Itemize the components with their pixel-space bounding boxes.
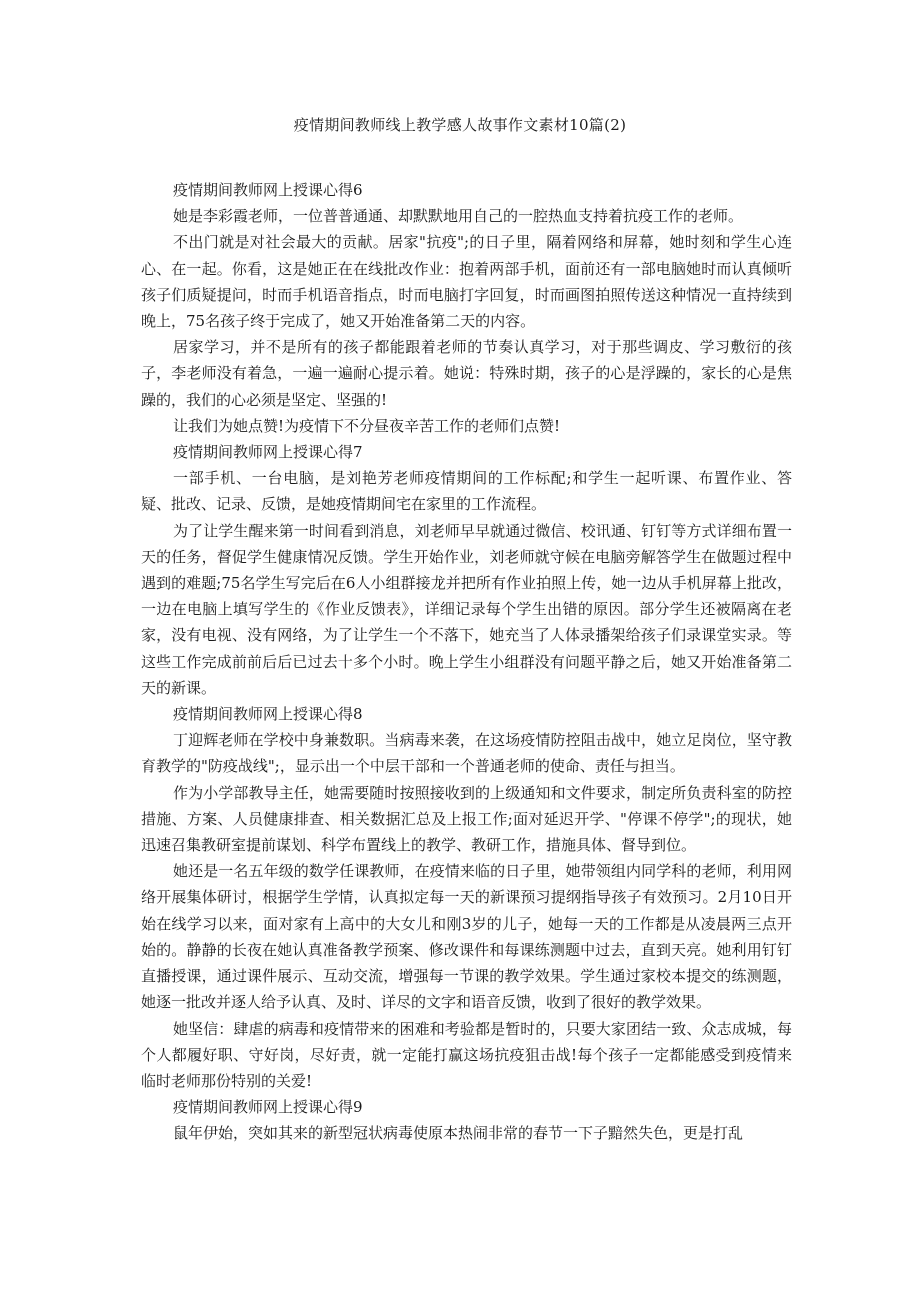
paragraph: 丁迎辉老师在学校中身兼数职。当病毒来袭，在这场疫情防控阻击战中，她立足岗位，坚守教育教学的"防疫战线";，显示出一个中层干部和一个普通老师的使命、责任与担当。: [141, 731, 792, 776]
paragraph: 作为小学部教导主任，她需要随时按照接收到的上级通知和文件要求，制定所负责科室的防控措施、方案、人员健康排查、相关数据汇总及上报工作;面对延迟开学、"停课不停学";的现状，她迅速召集教研室提前谋划、科学布置线上的教学、教研工作，措施具体、督导到位。: [141, 783, 792, 855]
document-title: 疫情期间教师线上教学感人故事作文素材10篇(2): [293, 116, 627, 134]
paragraph: 为了让学生醒来第一时间看到消息，刘老师早早就通过微信、校讯通、钉钉等方式详细布置一天的任务，督促学生健康情况反馈。学生开始作业，刘老师就守候在电脑旁解答学生在做题过程中遇到的难题;75名学生写完后在6人小组群接龙并把所有作业拍照上传，她一边从手机屏幕上批改，一边在电脑上填写学生的《作业反馈表》，详细记录每个学生出错的原因。部分学生还被隔离在老家，没有电视、没有网络，为了让学生一个不落下，她充当了人体录播架给孩子们录课堂实录。等这些工作完成前前后后已过去十多个小时。晚上学生小组群没有问题平静之后，她又开始准备第二天的新课。: [141, 521, 792, 697]
paragraph: 她坚信：肆虐的病毒和疫情带来的困难和考验都是暂时的，只要大家团结一致、众志成城，每个人都履好职、守好岗，尽好责，就一定能打赢这场抗疫狙击战!每个孩子一定都能感受到疫情来临时老师那份特别的关爱!: [141, 1019, 792, 1090]
section-heading: 疫情期间教师网上授课心得8: [173, 705, 363, 724]
paragraph: 她还是一名五年级的数学任课教师，在疫情来临的日子里，她带领组内同学科的老师，利用网络开展集体研讨，根据学生学情，认真拟定每一天的新课预习提纲指导孩子有效预习。2月10日开始在线学习以来，面对家有上高中的大女儿和刚3岁的儿子，她每一天的工作都是从凌晨两三点开始的。静静的长夜在她认真准备教学预案、修改课件和每课练测题中过去，直到天亮。她利用钉钉直播授课，通过课件展示、互动交流，增强每一节课的教学效果。学生通过家校本提交的练测题，她逐一批改并逐人给予认真、及时、详尽的文字和语音反馈，收到了很好的教学效果。: [141, 862, 792, 1012]
section-heading: 疫情期间教师网上授课心得6: [173, 181, 363, 199]
document-body: [141, 177, 792, 1147]
paragraph: 鼠年伊始，突如其来的新型冠状病毒使原本热闹非常的春节一下子黯然失色，更是打乱: [173, 1124, 744, 1143]
section-heading: 疫情期间教师网上授课心得7: [173, 443, 363, 462]
paragraph: 一部手机、一台电脑，是刘艳芳老师疫情期间的工作标配;和学生一起听课、布置作业、答疑、批改、记录、反馈，是她疫情期间宅在家里的工作流程。: [141, 469, 792, 514]
section-heading: 疫情期间教师网上授课心得9: [173, 1098, 363, 1117]
paragraph: 让我们为她点赞!为疫情下不分昼夜辛苦工作的老师们点赞!: [173, 416, 561, 435]
paragraph: 不出门就是对社会最大的贡献。居家"抗疫";的日子里，隔着网络和屏幕，她时刻和学生心连心、在一起。你看，这是她正在在线批改作业：抱着两部手机，面前还有一部电脑她时而认真倾听孩子们质疑提问，时而手机语音指点，时而电脑打字回复，时而画图拍照传送这种情况一直持续到晚上，75名孩子终于完成了，她又开始准备第二天的内容。: [141, 233, 792, 331]
paragraph: 她是李彩霞老师，一位普普通通、却默默地用自己的一腔热血支持着抗疫工作的老师。: [173, 207, 744, 226]
paragraph: 居家学习，并不是所有的孩子都能跟着老师的节奏认真学习，对于那些调皮、学习敷衍的孩子，李老师没有着急，一遍一遍耐心提示着。她说：特殊时期，孩子的心是浮躁的，家长的心是焦躁的，我们的心必须是坚定、坚强的!: [141, 338, 792, 409]
